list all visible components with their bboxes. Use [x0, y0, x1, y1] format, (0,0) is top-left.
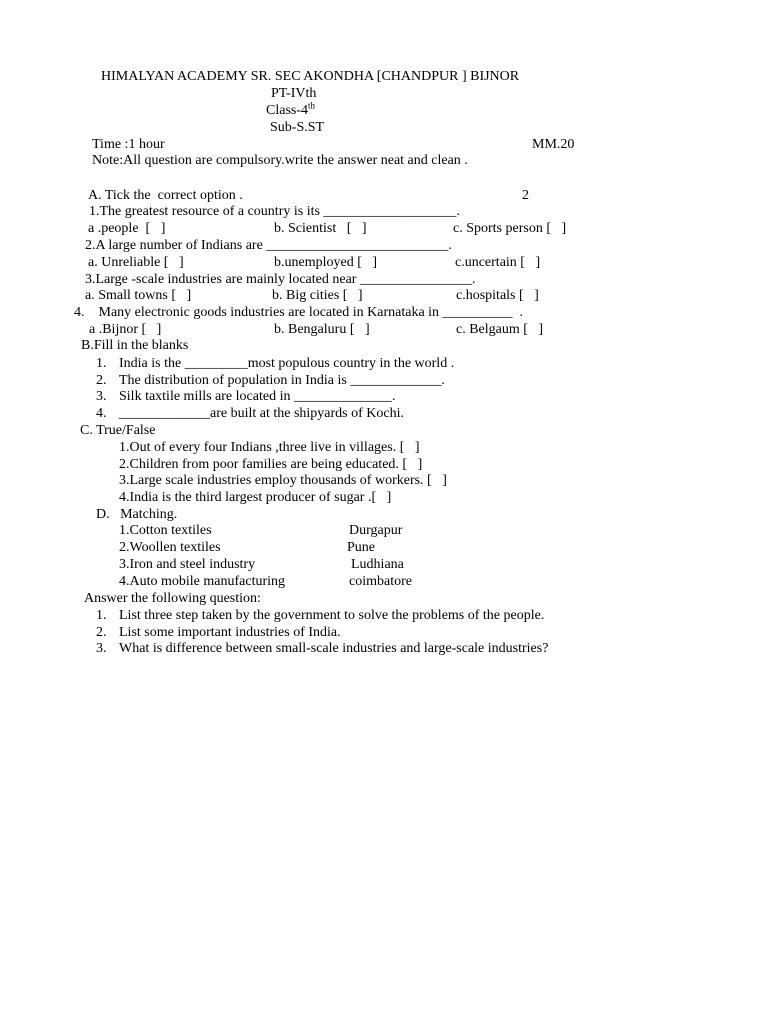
- match-left-4: 4.Auto mobile manufacturing: [119, 574, 286, 589]
- answer-question-2-number: 2.: [96, 625, 107, 640]
- school-name: HIMALYAN ACADEMY SR. SEC AKONDHA [CHANDPUR ] BIJNOR: [101, 69, 520, 84]
- class-label: [266, 100, 316, 119]
- question-a3: 3.Large -scale industries are mainly located near ________________.: [85, 272, 476, 287]
- max-marks: MM.20: [532, 137, 575, 152]
- match-right-3: Ludhiana: [351, 557, 404, 572]
- class-text: Class-4: [266, 103, 308, 118]
- option-a1-b: b. Scientist [ ]: [274, 221, 367, 236]
- test-name: PT-IVth: [271, 86, 317, 101]
- option-a4-a: a .Bijnor [ ]: [89, 322, 162, 337]
- fill-blank-2-text: The distribution of population in India is _____________.: [119, 373, 445, 388]
- fill-blank-1-text: India is the _________most populous country in the world .: [119, 356, 455, 371]
- true-false-3: 3.Large scale industries employ thousands of workers. [ ]: [119, 473, 447, 488]
- option-a2-a: a. Unreliable [ ]: [88, 255, 184, 270]
- section-a-marks: 2: [522, 188, 529, 203]
- answer-section-heading: Answer the following question:: [84, 591, 261, 606]
- match-left-3: 3.Iron and steel industry: [119, 557, 256, 572]
- option-a3-b: b. Big cities [ ]: [272, 288, 363, 303]
- match-right-2: Pune: [347, 540, 375, 555]
- option-a4-c: c. Belgaum [ ]: [456, 322, 544, 337]
- true-false-1: 1.Out of every four Indians ,three live in villages. [ ]: [119, 440, 420, 455]
- true-false-2: 2.Children from poor families are being educated. [ ]: [119, 457, 423, 472]
- fill-blank-4-number: 4.: [96, 406, 107, 421]
- option-a3-a: a. Small towns [ ]: [85, 288, 192, 303]
- answer-question-3-text: What is difference between small-scale industries and large-scale industries?: [119, 641, 549, 656]
- section-c-heading: C. True/False: [80, 423, 156, 438]
- option-a3-c: c.hospitals [ ]: [456, 288, 539, 303]
- true-false-4: 4.India is the third largest producer of sugar .[ ]: [119, 490, 392, 505]
- question-a4: 4. Many electronic goods industries are located in Karnataka in __________ .: [74, 305, 524, 320]
- time-label: Time :1 hour: [92, 137, 165, 152]
- fill-blank-3-text: Silk taxtile mills are located in ______________.: [119, 389, 396, 404]
- question-a1: 1.The greatest resource of a country is its ___________________.: [89, 204, 460, 219]
- fill-blank-3-number: 3.: [96, 389, 107, 404]
- section-d-heading: D. Matching.: [96, 507, 178, 522]
- match-left-1: 1.Cotton textiles: [119, 523, 212, 538]
- option-a4-b: b. Bengaluru [ ]: [274, 322, 370, 337]
- question-a2: 2.A large number of Indians are __________________________.: [85, 238, 452, 253]
- option-a1-c: c. Sports person [ ]: [453, 221, 567, 236]
- fill-blank-1-number: 1.: [96, 356, 107, 371]
- fill-blank-2-number: 2.: [96, 373, 107, 388]
- answer-question-1-number: 1.: [96, 608, 107, 623]
- match-left-2: 2.Woollen textiles: [119, 540, 221, 555]
- option-a2-c: c.uncertain [ ]: [455, 255, 541, 270]
- match-right-4: coimbatore: [349, 574, 412, 589]
- option-a1-a: a .people [ ]: [88, 221, 166, 236]
- subject-label: Sub-S.ST: [270, 120, 325, 135]
- section-a-heading: A. Tick the correct option .: [88, 188, 243, 203]
- fill-blank-4-text: _____________are built at the shipyards of Kochi.: [119, 406, 405, 421]
- option-a2-b: b.unemployed [ ]: [274, 255, 378, 270]
- instructions-note: Note:All question are compulsory.write the answer neat and clean .: [92, 153, 468, 168]
- answer-question-1-text: List three step taken by the government to solve the problems of the people.: [119, 608, 545, 623]
- answer-question-2-text: List some important industries of India.: [119, 625, 341, 640]
- class-superscript: th: [308, 100, 316, 111]
- match-right-1: Durgapur: [349, 523, 403, 538]
- section-b-heading: B.Fill in the blanks: [81, 338, 189, 353]
- answer-question-3-number: 3.: [96, 641, 107, 656]
